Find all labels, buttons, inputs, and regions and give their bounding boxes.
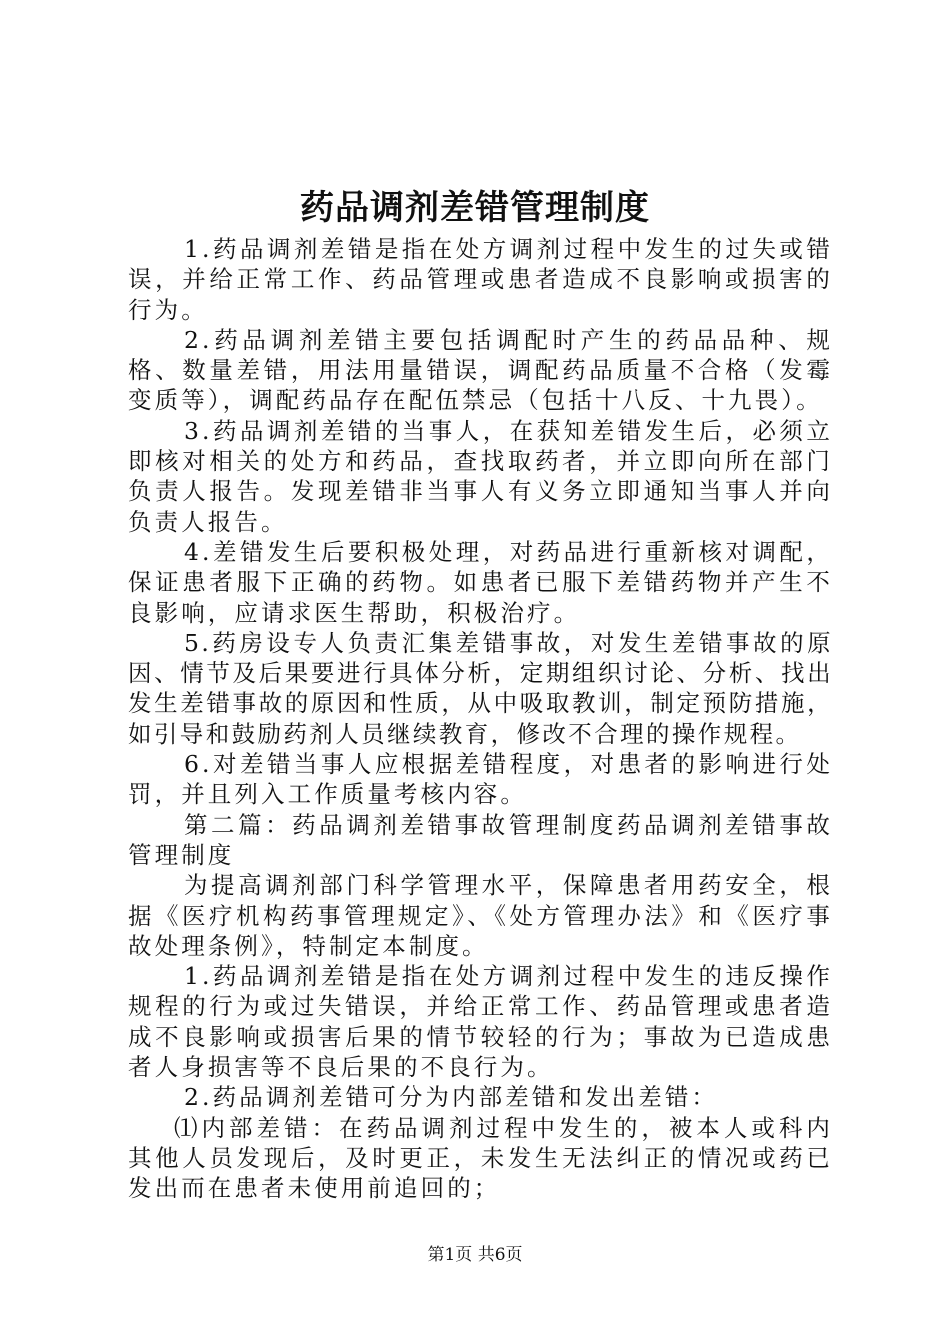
paragraph-7: 1.药品调剂差错是指在处方调剂过程中发生的违反操作规程的行为或过失错误，并给正常工作、药品管理或患者造成不良影响或损害后果的情节较轻的行为；事故为已造成患者人身损害等不良后果的不良行为。 — [128, 962, 833, 1082]
paragraph-6: 6.对差错当事人应根据差错程度，对患者的影响进行处罚，并且列入工作质量考核内容。 — [128, 750, 833, 809]
document-title: 药品调剂差错管理制度 — [300, 188, 650, 228]
paragraph-2: 2.药品调剂差错主要包括调配时产生的药品品种、规格、数量差错，用法用量错误，调配药品质量不合格（发霉变质等），调配药品存在配伍禁忌（包括十八反、十九畏）。 — [128, 325, 833, 415]
section-heading: 第二篇：药品调剂差错事故管理制度药品调剂差错事故管理制度 — [128, 810, 833, 869]
paragraph-5: 5.药房设专人负责汇集差错事故，对发生差错事故的原因、情节及后果要进行具体分析，定期组织讨论、分析、找出发生差错事故的原因和性质，从中吸取教训，制定预防措施，如引导和鼓励药剂人员继续教育，修改不合理的操作规程。 — [128, 628, 833, 748]
paragraph-4: 4.差错发生后要积极处理，对药品进行重新核对调配，保证患者服下正确的药物。如患者已服下差错药物并产生不良影响，应请求医生帮助，积极治疗。 — [128, 537, 833, 627]
document-body — [128, 234, 833, 1204]
paragraph-8: 2.药品调剂差错可分为内部差错和发出差错： — [184, 1083, 719, 1112]
paragraph-3: 3.药品调剂差错的当事人，在获知差错发生后，必须立即核对相关的处方和药品，查找取药者，并立即向所在部门负责人报告。发现差错非当事人有义务立即通知当事人并向负责人报告。 — [128, 416, 833, 536]
paragraph-1: 1.药品调剂差错是指在处方调剂过程中发生的过失或错误，并给正常工作、药品管理或患者造成不良影响或损害的行为。 — [128, 235, 833, 324]
paragraph-9: ⑴内部差错：在药品调剂过程中发生的，被本人或科内其他人员发现后，及时更正，未发生无法纠正的情况或药已发出而在患者未使用前追回的； — [128, 1113, 833, 1203]
page-footer: 第1页 共6页 — [427, 1245, 523, 1265]
paragraph-intro: 为提高调剂部门科学管理水平，保障患者用药安全，根据《医疗机构药事管理规定》、《处方管理办法》和《医疗事故处理条例》，特制定本制度。 — [128, 871, 833, 960]
